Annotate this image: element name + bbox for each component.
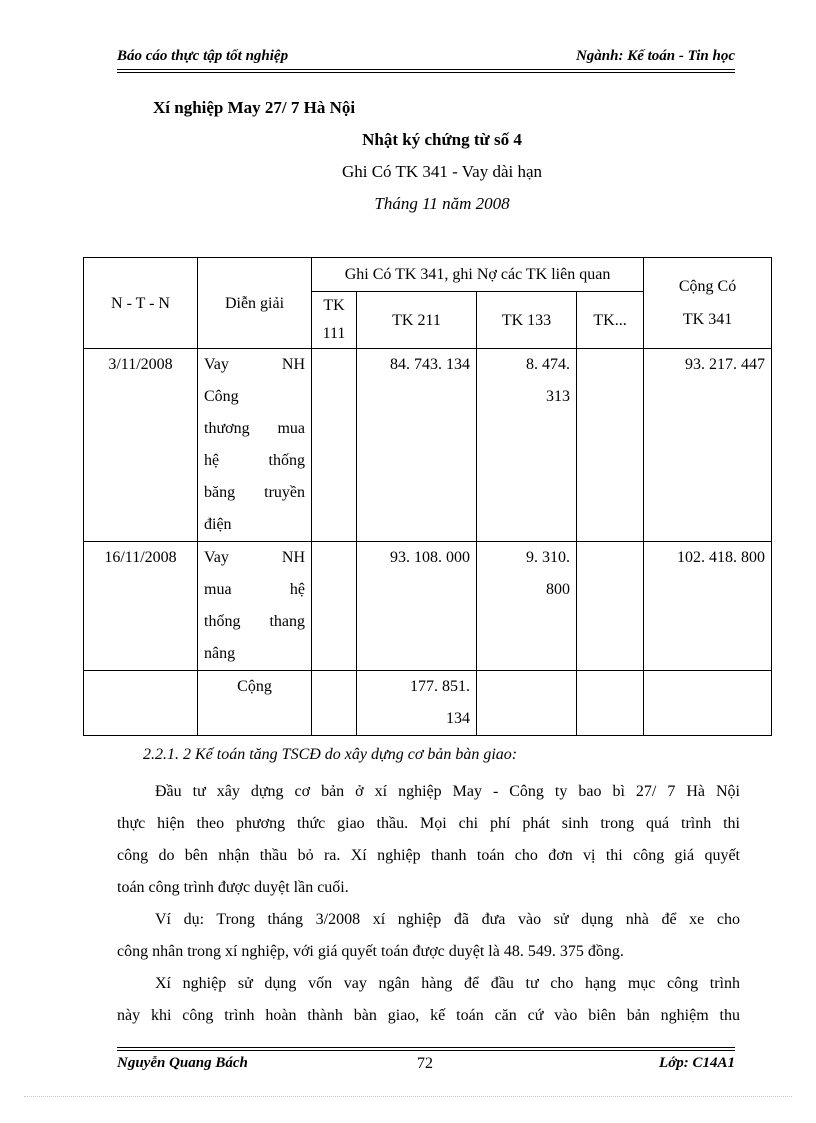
sum-total	[644, 671, 772, 736]
desc-line: Vay NH	[204, 356, 305, 373]
col-tk133-header: TK 133	[477, 292, 577, 349]
para-line: công do bên nhận thầu bỏ ra. Xí nghiệp thanh toán cho đơn vị thi công giá quyết	[117, 847, 740, 864]
desc-line: Vay NH	[204, 549, 305, 566]
page-footer	[117, 1047, 735, 1077]
desc-line: thương mua	[204, 420, 305, 437]
row-total: 93. 217. 447	[644, 349, 772, 542]
table-row	[84, 542, 772, 671]
paragraph	[117, 968, 740, 1032]
sum-label: Cộng	[198, 671, 312, 736]
sum-tk133	[477, 671, 577, 736]
sum-tk111	[312, 671, 357, 736]
sum-tkx	[577, 671, 644, 736]
sum-tk211-line: 134	[446, 710, 470, 727]
desc-line: mua hệ	[204, 581, 305, 598]
col-total-header	[644, 258, 772, 349]
row-tk111	[312, 542, 357, 671]
para-line: thực hiện theo phương thức giao thầu. Mọi chi phí phát sinh trong quá trình thi	[117, 815, 740, 832]
journal-month: Tháng 11 năm 2008	[374, 194, 510, 213]
col-group-header: Ghi Có TK 341, ghi Nợ các TK liên quan	[312, 258, 644, 292]
col-total-line-2: TK 341	[682, 311, 733, 328]
desc-line: hệ thống	[204, 452, 305, 469]
row-tk111	[312, 349, 357, 542]
col-total-line-1: Cộng Có	[678, 278, 737, 295]
journal-title: Nhật ký chứng từ số 4	[362, 130, 522, 149]
row-tkx	[577, 542, 644, 671]
tk133-line: 313	[546, 388, 570, 405]
paragraph	[117, 904, 740, 968]
row-tkx	[577, 349, 644, 542]
sum-tk211	[357, 671, 477, 736]
para-line: toán công trình được duyệt lần cuối.	[117, 879, 349, 896]
sum-date	[84, 671, 198, 736]
header-major: Ngành: Kế toán - Tin học	[575, 48, 735, 64]
col-tkx-header: TK...	[577, 292, 644, 349]
para-line: công nhân trong xí nghiệp, với giá quyết toán được duyệt là 48. 549. 375 đồng.	[117, 943, 624, 960]
journal-table	[83, 257, 772, 736]
table-row	[84, 349, 772, 542]
desc-line: nâng	[204, 645, 236, 662]
row-tk133	[477, 542, 577, 671]
para-line: này khi công trình hoàn thành bàn giao, kế toán căn cứ vào biên bản nghiệm thu	[117, 1007, 740, 1024]
col-tk111-line-1: TK	[323, 297, 345, 314]
row-desc	[198, 542, 312, 671]
row-date: 16/11/2008	[84, 542, 198, 671]
header-rule	[117, 69, 735, 70]
row-tk133	[477, 349, 577, 542]
row-tk211: 93. 108. 000	[357, 542, 477, 671]
desc-line: điện	[204, 516, 232, 533]
col-tk111-line-2: 111	[322, 325, 346, 342]
journal-subtitle: Ghi Có TK 341 - Vay dài hạn	[341, 162, 543, 181]
header-rule-2	[117, 72, 735, 73]
tk133-line: 800	[546, 581, 570, 598]
sum-tk211-line: 177. 851.	[410, 678, 470, 695]
desc-line: băng truyền	[204, 484, 305, 501]
row-total: 102. 418. 800	[644, 542, 772, 671]
row-tk211: 84. 743. 134	[357, 349, 477, 542]
tk133-line: 8. 474.	[526, 356, 570, 373]
company-name: Xí nghiệp May 27/ 7 Hà Nội	[153, 98, 356, 117]
footer-rule-2	[117, 1050, 735, 1051]
para-line: Đầu tư xây dựng cơ bản ở xí nghiệp May - Công ty bao bì 27/ 7 Hà Nội	[155, 783, 740, 800]
row-date: 3/11/2008	[84, 349, 198, 542]
footer-rule	[117, 1047, 735, 1048]
para-line: Xí nghiệp sử dụng vốn vay ngân hàng để đầu tư cho hạng mục công trình	[155, 975, 740, 992]
desc-line: thống thang	[204, 613, 305, 630]
footer-class: Lớp: C14A1	[659, 1055, 735, 1071]
header-report-title: Báo cáo thực tập tốt nghiệp	[117, 48, 289, 64]
paragraph	[117, 776, 740, 904]
section-title: 2.2.1. 2 Kế toán tăng TSCĐ do xây dựng cơ bản bàn giao:	[143, 746, 518, 763]
table-sum-row	[84, 671, 772, 736]
page-edge-divider	[24, 1096, 792, 1097]
desc-line: Công	[204, 388, 239, 405]
tk133-line: 9. 310.	[526, 549, 570, 566]
page-header	[117, 46, 735, 72]
para-line: Ví dụ: Trong tháng 3/2008 xí nghiệp đã đưa vào sử dụng nhà để xe cho	[155, 911, 740, 928]
col-tk211-header: TK 211	[357, 292, 477, 349]
col-desc-header: Diễn giải	[198, 258, 312, 349]
col-date-header: N - T - N	[84, 258, 198, 349]
page-number: 72	[417, 1055, 433, 1072]
row-desc	[198, 349, 312, 542]
footer-author: Nguyễn Quang Bách	[117, 1055, 248, 1071]
col-tk111-header	[312, 292, 357, 349]
